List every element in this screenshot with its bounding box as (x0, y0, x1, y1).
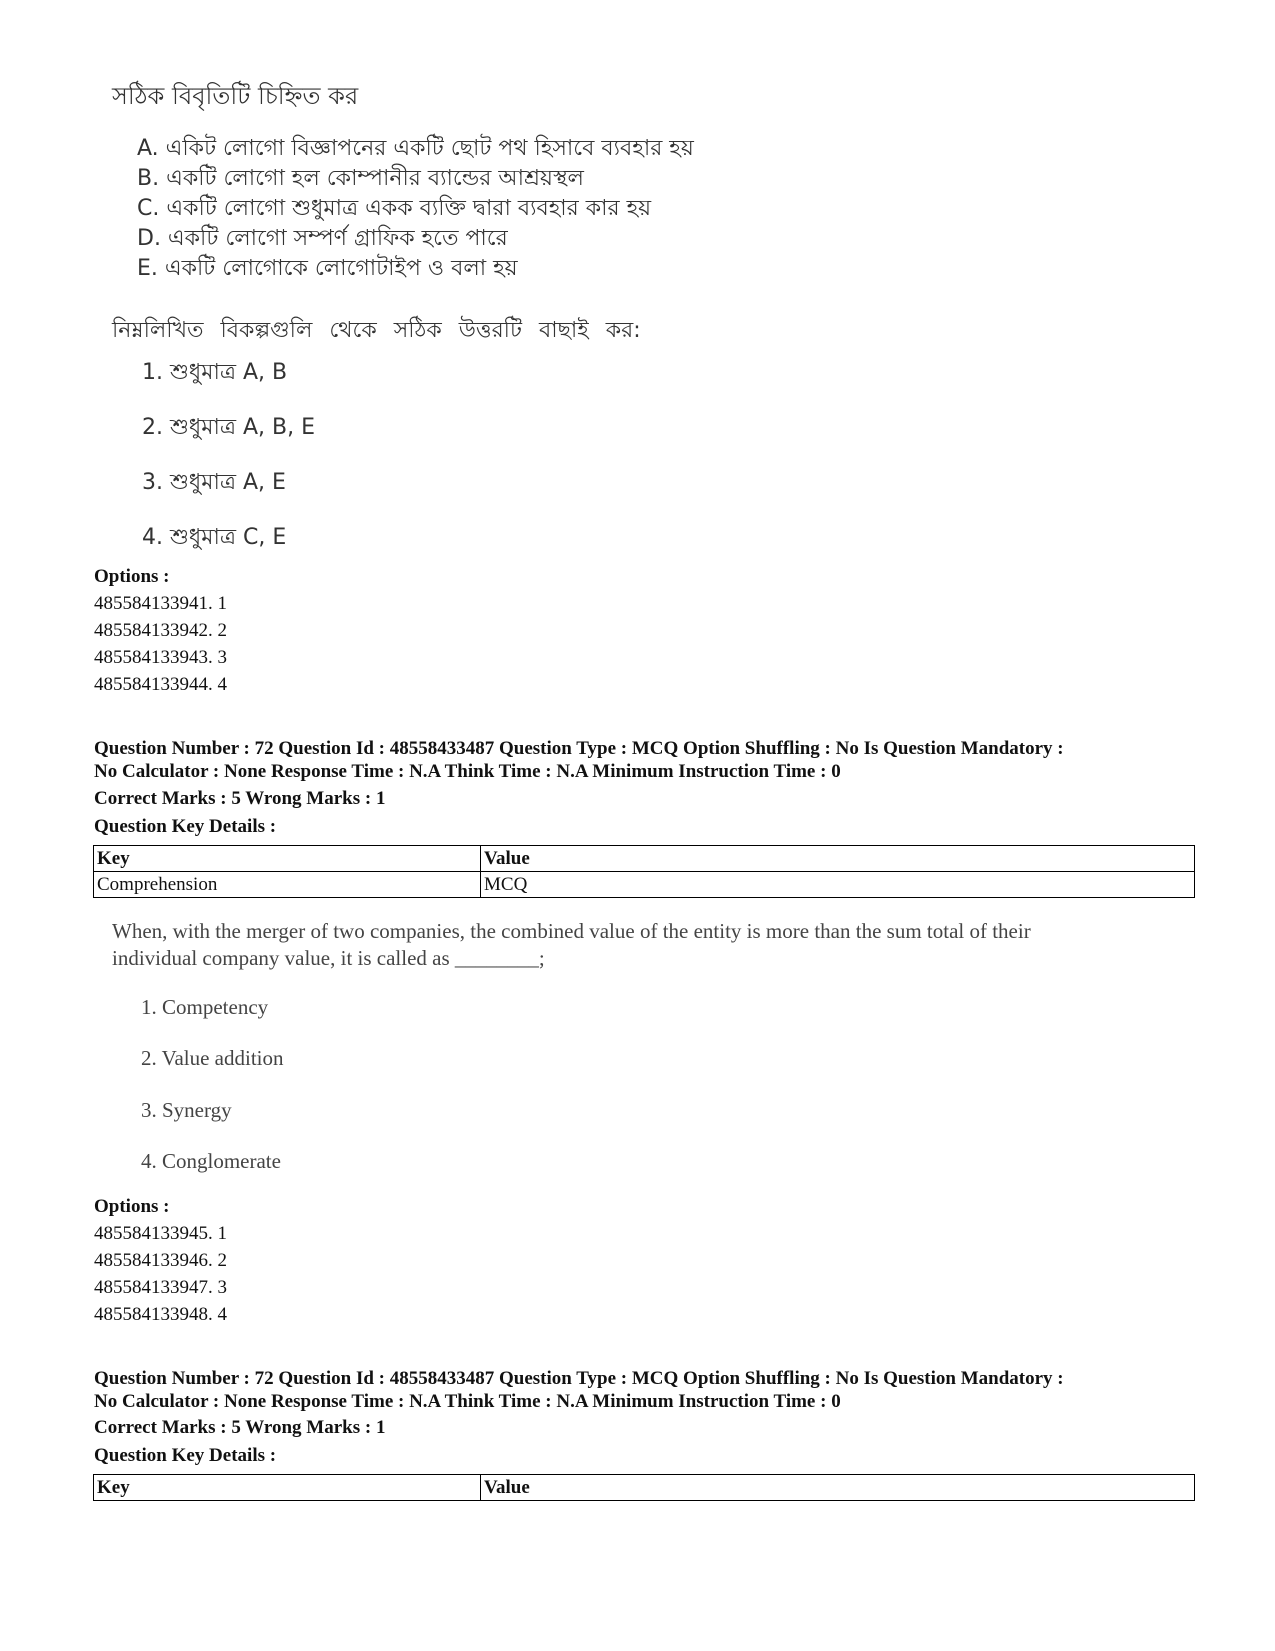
option-id-line: 485584133943. 3 (94, 647, 227, 668)
question-meta-line: Question Number : 72 Question Id : 48558433487 Question Type : MCQ Option Shuffling : No Is Question Mandatory : (94, 1368, 1064, 1389)
statement-b: B. একটি লোগো হল কোম্পানীর ব্যান্ডের আশ্রয়স্থল (137, 166, 584, 191)
option-id-line: 485584133948. 4 (94, 1304, 227, 1325)
question-text-line: individual company value, it is called as ________; (112, 946, 545, 970)
table-header-key: Key (94, 1475, 481, 1501)
answer-option-4: 4. শুধুমাত্র C, E (142, 525, 287, 550)
question-image-title: সঠিক বিবৃতিটি চিহ্নিত কর (112, 82, 359, 110)
question-text-line: When, with the merger of two companies, the combined value of the entity is more than the sum total of their (112, 919, 1031, 943)
answer-option-3: 3. Synergy (141, 1098, 232, 1122)
question-instruction: নিম্নলিখিত বিকল্পগুলি থেকে সঠিক উত্তরটি বাছাই কর: (112, 318, 641, 343)
option-id-line: 485584133945. 1 (94, 1223, 227, 1244)
statement-e: E. একটি লোগোকে লোগোটাইপ ও বলা হয় (137, 256, 518, 281)
answer-option-1: 1. Competency (141, 995, 269, 1019)
question-meta-line: No Calculator : None Response Time : N.A Think Time : N.A Minimum Instruction Time : 0 (94, 761, 841, 782)
option-id-line: 485584133947. 3 (94, 1277, 227, 1298)
options-label: Options : (94, 566, 170, 587)
key-details-label: Question Key Details : (94, 816, 277, 837)
answer-option-4: 4. Conglomerate (141, 1149, 281, 1173)
question-meta-line: No Calculator : None Response Time : N.A Think Time : N.A Minimum Instruction Time : 0 (94, 1391, 841, 1412)
answer-option-3: 3. শুধুমাত্র A, E (142, 470, 286, 495)
statement-d: D. একটি লোগো সম্পর্ণ গ্রাফিক হতে পারে (137, 226, 508, 251)
option-id-line: 485584133942. 2 (94, 620, 227, 641)
answer-option-2: 2. Value addition (141, 1046, 284, 1070)
key-details-table (93, 845, 1195, 898)
table-cell-value: MCQ (481, 872, 1195, 898)
table-header-row (94, 846, 1195, 872)
table-header-value: Value (481, 1475, 1195, 1501)
statement-c: C. একটি লোগো শুধুমাত্র একক ব্যক্তি দ্বারা ব্যবহার কার হয় (137, 196, 652, 221)
table-header-value: Value (481, 846, 1195, 872)
options-label: Options : (94, 1196, 170, 1217)
option-id-line: 485584133941. 1 (94, 593, 227, 614)
table-cell-key: Comprehension (94, 872, 481, 898)
answer-option-2: 2. শুধুমাত্র A, B, E (142, 415, 316, 440)
question-meta-line: Question Number : 72 Question Id : 48558433487 Question Type : MCQ Option Shuffling : No Is Question Mandatory : (94, 738, 1064, 759)
marks-line: Correct Marks : 5 Wrong Marks : 1 (94, 1417, 386, 1438)
statement-a: A. একিট লোগো বিজ্ঞাপনের একটি ছোট পথ হিসাবে ব্যবহার হয় (137, 136, 694, 161)
answer-option-1: 1. শুধুমাত্র A, B (142, 360, 288, 385)
option-id-line: 485584133946. 2 (94, 1250, 227, 1271)
table-header-key: Key (94, 846, 481, 872)
key-details-table (93, 1474, 1195, 1501)
key-details-label: Question Key Details : (94, 1445, 277, 1466)
option-id-line: 485584133944. 4 (94, 674, 227, 695)
table-header-row (94, 1475, 1195, 1501)
marks-line: Correct Marks : 5 Wrong Marks : 1 (94, 788, 386, 809)
table-row (94, 872, 1195, 898)
